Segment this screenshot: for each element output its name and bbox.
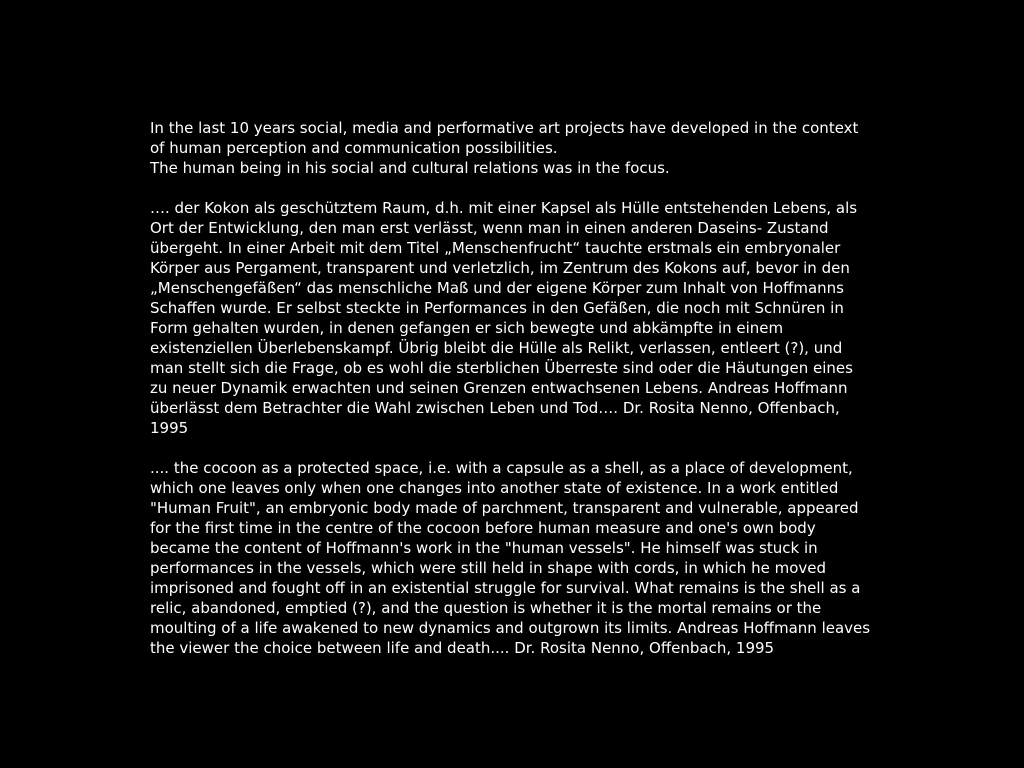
text-line: The human being in his social and cultural relations was in the focus.	[150, 159, 670, 177]
text-line: Form gehalten wurden, in denen gefangen er sich bewegte und abkämpfte in einem	[150, 319, 784, 337]
text-line: "Human Fruit", an embryonic body made of parchment, transparent and vulnerable, appeared	[150, 499, 859, 517]
text-line: for the first time in the centre of the cocoon before human measure and one's own body	[150, 519, 816, 537]
text-line: relic, abandoned, emptied (?), and the question is whether it is the mortal remains or the	[150, 599, 822, 617]
text-line: man stellt sich die Frage, ob es wohl die sterblichen Überreste sind oder die Häutungen eines	[150, 359, 853, 377]
english-quote-paragraph	[150, 458, 890, 658]
text-line: became the content of Hoffmann's work in the "human vessels". He himself was stuck in	[150, 539, 818, 557]
text-line: überlässt dem Betrachter die Wahl zwischen Leben und Tod…. Dr. Rosita Nenno, Offenbach,	[150, 399, 840, 417]
text-line: which one leaves only when one changes into another state of existence. In a work entitled	[150, 479, 839, 497]
text-line: moulting of a life awakened to new dynamics and outgrown its limits. Andreas Hoffmann leaves	[150, 619, 871, 637]
text-line: zu neuer Dynamik erwachten und seinen Grenzen entwachsenen Lebens. Andreas Hoffmann	[150, 379, 848, 397]
german-quote-paragraph	[150, 198, 890, 438]
text-line: Schaffen wurde. Er selbst steckte in Performances in den Gefäßen, die noch mit Schnüren in	[150, 299, 844, 317]
text-line: performances in the vessels, which were still held in shape with cords, in which he moved	[150, 559, 827, 577]
text-line: In the last 10 years social, media and performative art projects have developed in the context	[150, 119, 859, 137]
intro-paragraph	[150, 118, 890, 178]
text-line: .... the cocoon as a protected space, i.e. with a capsule as a shell, as a place of development,	[150, 459, 853, 477]
text-content	[150, 118, 890, 678]
text-line: Ort der Entwicklung, den man erst verlässt, wenn man in einen anderen Daseins- Zustand	[150, 219, 829, 237]
text-line: „Menschengefäßen“ das menschliche Maß und der eigene Körper zum Inhalt von Hoffmanns	[150, 279, 844, 297]
text-line: imprisoned and fought off in an existential struggle for survival. What remains is the shell as a	[150, 579, 861, 597]
text-line: …. der Kokon als geschütztem Raum, d.h. mit einer Kapsel als Hülle entstehenden Lebens, als	[150, 199, 858, 217]
text-line: übergeht. In einer Arbeit mit dem Titel „Menschenfrucht“ tauchte erstmals ein embryonaler	[150, 239, 841, 257]
text-line: 1995	[150, 419, 189, 437]
text-line: Körper aus Pergament, transparent und verletzlich, im Zentrum des Kokons auf, bevor in den	[150, 259, 850, 277]
text-line: of human perception and communication possibilities.	[150, 139, 558, 157]
text-line: the viewer the choice between life and death.... Dr. Rosita Nenno, Offenbach, 1995	[150, 639, 775, 657]
text-line: existenziellen Überlebenskampf. Übrig bleibt die Hülle als Relikt, verlassen, entleert (?), und	[150, 339, 843, 357]
